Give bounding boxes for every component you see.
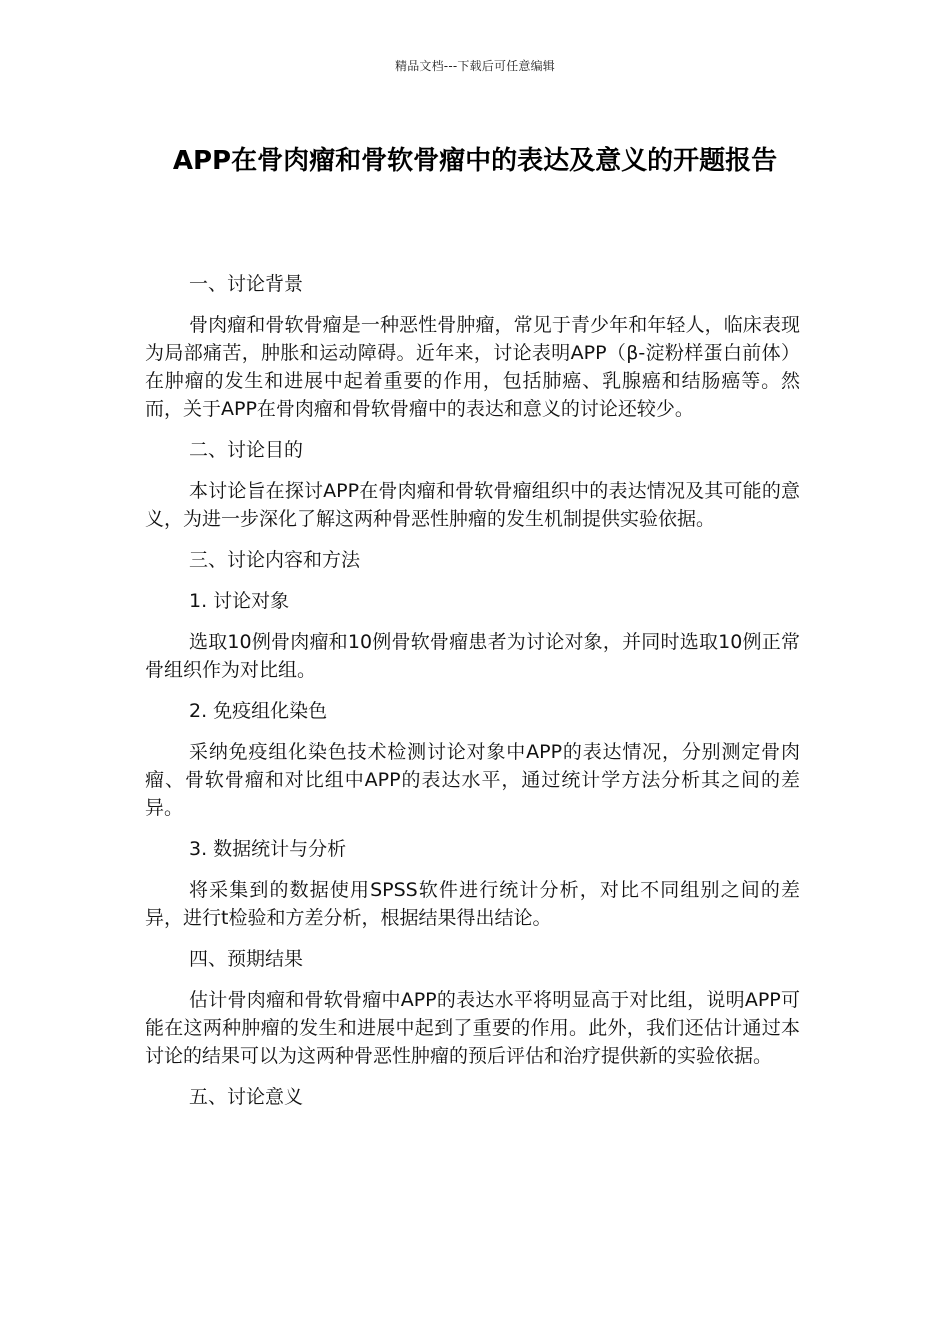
- section-heading-expected: 四、预期结果: [189, 948, 304, 970]
- section-heading-background: 一、讨论背景: [189, 273, 304, 295]
- paragraph-ihc: 采纳免疫组化染色技术检测讨论对象中APP的表达情况，分别测定骨肉瘤、骨软骨瘤和对比组中APP的表达水平，通过统计学方法分析其之间的差异。: [145, 741, 800, 819]
- header-note: 精品文档---下载后可任意编辑: [395, 59, 555, 73]
- subheading-ihc: 2. 免疫组化染色: [189, 700, 328, 722]
- section-heading-methods: 三、讨论内容和方法: [189, 549, 361, 571]
- section-heading-significance: 五、讨论意义: [189, 1086, 304, 1108]
- subheading-subjects: 1. 讨论对象: [189, 590, 290, 612]
- paragraph-statistics: 将采集到的数据使用SPSS软件进行统计分析，对比不同组别之间的差异，进行t检验和方差分析，根据结果得出结论。: [145, 879, 800, 929]
- paragraph-background: 骨肉瘤和骨软骨瘤是一种恶性骨肿瘤，常见于青少年和年轻人，临床表现为局部痛苦，肿胀和运动障碍。近年来，讨论表明APP（β-淀粉样蛋白前体）在肿瘤的发生和进展中起着重要的作用，包括肺癌、乳腺癌和结肠癌等。然而，关于APP在骨肉瘤和骨软骨瘤中的表达和意义的讨论还较少。: [145, 314, 800, 420]
- paragraph-expected: 估计骨肉瘤和骨软骨瘤中APP的表达水平将明显高于对比组，说明APP可能在这两种肿瘤的发生和进展中起到了重要的作用。此外，我们还估计通过本讨论的结果可以为这两种骨恶性肿瘤的预后评估和治疗提供新的实验依据。: [145, 989, 800, 1067]
- document-body: [145, 270, 800, 1124]
- paragraph-purpose: 本讨论旨在探讨APP在骨肉瘤和骨软骨瘤组织中的表达情况及其可能的意义，为进一步深化了解这两种骨恶性肿瘤的发生机制提供实验依据。: [145, 480, 800, 530]
- subheading-statistics: 3. 数据统计与分析: [189, 838, 347, 860]
- paragraph-subjects: 选取10例骨肉瘤和10例骨软骨瘤患者为讨论对象，并同时选取10例正常骨组织作为对比组。: [145, 631, 800, 681]
- section-heading-purpose: 二、讨论目的: [189, 439, 304, 461]
- document-title: APP在骨肉瘤和骨软骨瘤中的表达及意义的开题报告: [172, 146, 778, 176]
